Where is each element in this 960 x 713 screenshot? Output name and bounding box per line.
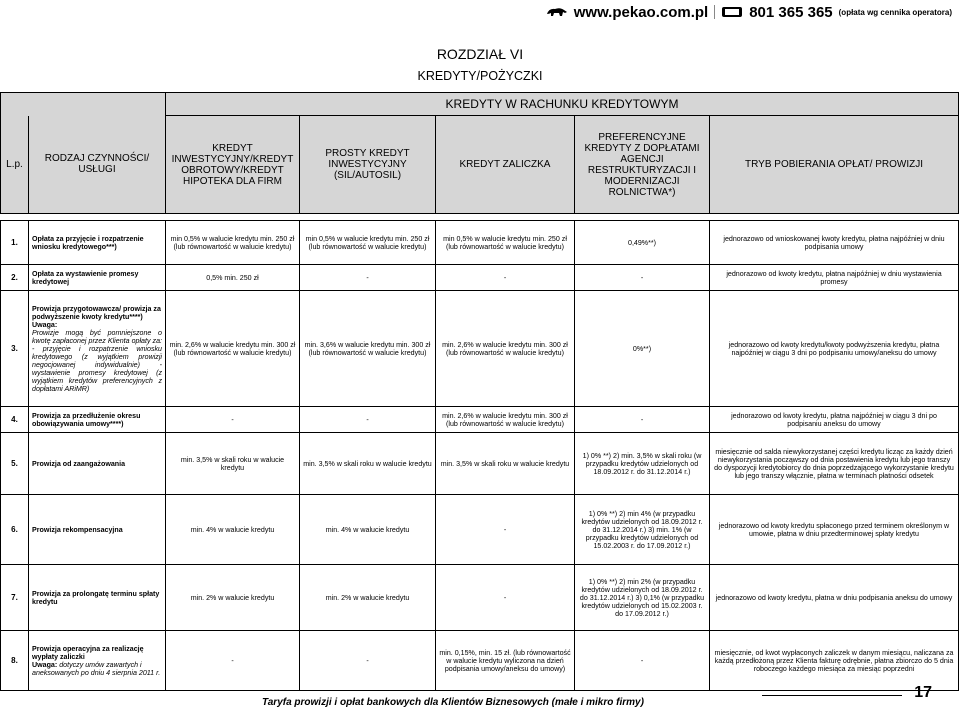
page-number: 17 [914, 684, 932, 701]
footer-text: Taryfa prowizji i opłat bankowych dla Klientów Biznesowych (małe i mikro firmy) [262, 697, 644, 708]
cell-simple-credit: min. 3,5% w skali roku w walucie kredytu [300, 433, 436, 495]
header-blank [1, 93, 166, 116]
cell-investment-credit: min 0,5% w walucie kredytu min. 250 zł (lub równowartość w walucie kredytu) [166, 221, 300, 265]
cell-advance-credit: - [436, 265, 575, 291]
table-row [1, 407, 959, 433]
cell-simple-credit: - [300, 265, 436, 291]
note-heading: Uwaga: [32, 320, 58, 329]
cell-simple-credit: - [300, 631, 436, 691]
cell-preferential-credit: 1) 0% **) 2) min 2% (w przypadku kredytów udzielonych od 18.09.2012 r. do 31.12.2014 r.) 3) 0,1% (w przypadku kredytów udzielonych od 15.02.2003 r. do 17.09.2012 r.) [575, 565, 710, 631]
cell-fee-mode: jednorazowo od wnioskowanej kwoty kredytu, płatna najpóźniej w dniu podpisania umowy [710, 221, 959, 265]
row-name: Opłata za wystawienie promesy kredytowej [29, 265, 166, 291]
row-number: 6. [1, 495, 29, 565]
row-name: Prowizja za prolongatę terminu spłaty kredytu [29, 565, 166, 631]
cell-simple-credit: min. 3,6% w walucie kredytu min. 300 zł (lub równowartość w walucie kredytu) [300, 291, 436, 407]
cell-advance-credit: - [436, 495, 575, 565]
credit-group-header: KREDYTY W RACHUNKU KREDYTOWYM [166, 93, 959, 116]
page-number-rule [762, 695, 902, 696]
col-header-fee-mode: TRYB POBIERANIA OPŁAT/ PROWIZJI [710, 116, 959, 214]
row-number: 1. [1, 221, 29, 265]
website-link[interactable]: www.pekao.com.pl [573, 3, 709, 21]
cell-advance-credit: min. 3,5% w skali roku w walucie kredytu [436, 433, 575, 495]
cell-advance-credit: min. 0,15%, min. 15 zł. (lub równowartość w walucie kredytu wyliczona na dzień podpisania umowy/aneksu do umowy) [436, 631, 575, 691]
table-row [1, 265, 959, 291]
cell-preferential-credit: 0%**) [575, 291, 710, 407]
note-text: Prowizje mogą być pomniejszone o kwotę zapłaconej przez Klienta opłaty za: - przyjęcie i rozpatrzenie wniosku kredytowego (z wyjątkiem prowizji negocjowanej indywidualnie) - wystawienie promesy kredytowej (z wyjątkiem kredytów preferencyjnych z dopłatami ARiMR) [32, 328, 162, 393]
cell-preferential-credit: 1) 0% **) 2) min 4% (w przypadku kredytów udzielonych od 18.09.2012 r. do 31.12.2014 r.) 3) min. 1% (w przypadku kredytów udzielonych od 15.02.2003 r. do 17.09.2012 r.) [575, 495, 710, 565]
divider [714, 5, 715, 19]
col-header-lp: L.p. [1, 116, 29, 214]
note-text: dotyczy umów zawartych i aneksowanych po dniu 4 sierpnia 2011 r. [32, 660, 161, 677]
cell-advance-credit: min. 2,6% w walucie kredytu min. 300 zł (lub równowartość w walucie kredytu) [436, 291, 575, 407]
cell-advance-credit: min. 2,6% w walucie kredytu min. 300 zł (lub równowartość w walucie kredytu) [436, 407, 575, 433]
phone-note: (opłata wg cennika operatora) [838, 7, 952, 17]
table-row [1, 565, 959, 631]
row-number: 8. [1, 631, 29, 691]
cell-investment-credit: min. 2,6% w walucie kredytu min. 300 zł (lub równowartość w walucie kredytu) [166, 291, 300, 407]
row-name: Prowizja za przedłużenie okresu obowiązywania umowy****) [29, 407, 166, 433]
row-number: 2. [1, 265, 29, 291]
cell-preferential-credit: 0,49%**) [575, 221, 710, 265]
cell-investment-credit: - [166, 631, 300, 691]
cell-preferential-credit: - [575, 407, 710, 433]
cell-preferential-credit: - [575, 631, 710, 691]
cell-fee-mode: miesięcznie, od kwot wypłaconych zaliczek w danym miesiącu, naliczana za każdą przedłożoną przez Klienta fakturę odrębnie, płatna zbiorczo do 5 dnia roboczego każdego miesiąca za miesiąc poprzedni [710, 631, 959, 691]
phone-number: 801 365 365 [749, 3, 833, 21]
table-row [1, 631, 959, 691]
cell-advance-credit: - [436, 565, 575, 631]
table-row [1, 433, 959, 495]
header-contact-bar [546, 0, 952, 24]
note-heading: Uwaga: [32, 660, 58, 669]
row-name: Prowizja od zaangażowania [29, 433, 166, 495]
table-row [1, 291, 959, 407]
col-header-advance-credit: KREDYT ZALICZKA [436, 116, 575, 214]
table-row [1, 221, 959, 265]
row-name: Prowizja przygotowawcza/ prowizja za podwyższenie kwoty kredytu****) [32, 304, 161, 321]
cell-simple-credit: - [300, 407, 436, 433]
cell-fee-mode: jednorazowo od kwoty kredytu, płatna najpóźniej w dniu wystawienia promesy [710, 265, 959, 291]
row-number: 5. [1, 433, 29, 495]
bison-logo-icon [546, 6, 568, 18]
col-header-name: RODZAJ CZYNNOŚCI/ USŁUGI [29, 116, 166, 214]
cell-investment-credit: 0,5% min. 250 zł [166, 265, 300, 291]
row-name: Prowizja operacyjna za realizację wypłaty zaliczki [32, 644, 144, 661]
row-name-cell [29, 631, 166, 691]
col-header-investment-credit: KREDYT INWESTYCYJNY/KREDYT OBROTOWY/KREDYT HIPOTEKA DLA FIRM [166, 116, 300, 214]
cell-investment-credit: min. 4% w walucie kredytu [166, 495, 300, 565]
cell-fee-mode: jednorazowo od kwoty kredytu, płatna najpóźniej w ciągu 3 dni po podpisaniu aneksu do umowy [710, 407, 959, 433]
cell-fee-mode: miesięcznie od salda niewykorzystanej części kredytu licząc za każdy dzień niewykorzystania począwszy od dnia postawienia kredytu lub jego transzy do dyspozycji kredytobiorcy do dnia poprzedzającego wykorzystanie kredytu lub jego transzy włącznie, płatna w terminach płatności odsetek [710, 433, 959, 495]
phone-icon [721, 6, 743, 18]
fee-table [0, 92, 959, 691]
col-header-simple-credit: PROSTY KREDYT INWESTYCYJNY (SIL/AUTOSIL) [300, 116, 436, 214]
cell-investment-credit: - [166, 407, 300, 433]
row-name-cell [29, 291, 166, 407]
chapter-title: ROZDZIAŁ VI [436, 46, 524, 62]
col-header-preferential-credit: PREFERENCYJNE KREDYTY Z DOPŁATAMI AGENCJI RESTRUKTURYZACJI I MODERNIZACJI ROLNICTWA*) [575, 116, 710, 214]
row-number: 4. [1, 407, 29, 433]
cell-simple-credit: min 0,5% w walucie kredytu min. 250 zł (lub równowartość w walucie kredytu) [300, 221, 436, 265]
cell-preferential-credit: - [575, 265, 710, 291]
cell-simple-credit: min. 2% w walucie kredytu [300, 565, 436, 631]
row-name: Prowizja rekompensacyjna [29, 495, 166, 565]
cell-investment-credit: min. 3,5% w skali roku w walucie kredytu [166, 433, 300, 495]
row-number: 7. [1, 565, 29, 631]
table-row [1, 495, 959, 565]
row-number: 3. [1, 291, 29, 407]
cell-fee-mode: jednorazowo od kwoty kredytu/kwoty podwyższenia kredytu, płatna najpóźniej w ciągu 3 dni po podpisaniu umowy/aneksu do umowy [710, 291, 959, 407]
cell-investment-credit: min. 2% w walucie kredytu [166, 565, 300, 631]
row-name: Opłata za przyjęcie i rozpatrzenie wniosku kredytowego***) [29, 221, 166, 265]
cell-advance-credit: min 0,5% w walucie kredytu min. 250 zł (lub równowartość w walucie kredytu) [436, 221, 575, 265]
cell-preferential-credit: 1) 0% **) 2) min. 3,5% w skali roku (w przypadku kredytów udzielonych od 18.09.2012 r. do 31.12.2014 r.) [575, 433, 710, 495]
chapter-subtitle: KREDYTY/POŻYCZKI [417, 69, 543, 83]
cell-fee-mode: jednorazowo od kwoty kredytu spłaconego przed terminem określonym w umowie, płatna w dniu przedterminowej spłaty kredytu [710, 495, 959, 565]
cell-fee-mode: jednorazowo od kwoty kredytu, płatna w dniu podpisania aneksu do umowy [710, 565, 959, 631]
cell-simple-credit: min. 4% w walucie kredytu [300, 495, 436, 565]
